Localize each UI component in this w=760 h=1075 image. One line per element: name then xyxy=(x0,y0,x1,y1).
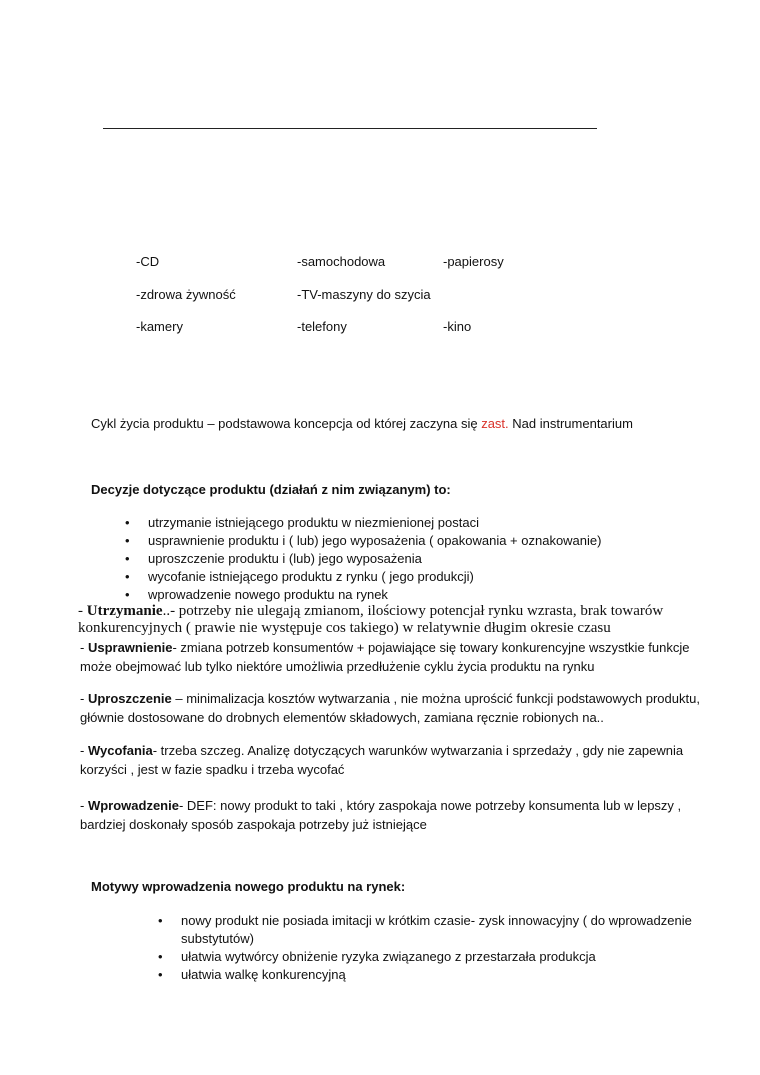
bullet-icon: • xyxy=(125,515,130,530)
paragraph-usprawnienie xyxy=(80,638,720,676)
paragraph-uproszczenie xyxy=(80,689,720,727)
list-item xyxy=(125,586,601,604)
list-item-text: wycofanie istniejącego produktu z rynku ( jego produkcji) xyxy=(148,569,474,584)
grid-item-cd: -CD xyxy=(136,254,160,269)
list-item-text: ułatwia walkę konkurencyjną xyxy=(181,967,346,982)
paragraph-utrzymanie xyxy=(78,603,728,637)
list-item xyxy=(125,514,601,532)
bullet-icon: • xyxy=(125,587,130,602)
bullet-icon: • xyxy=(125,551,130,566)
motives-list xyxy=(158,912,703,984)
paragraph-text: - DEF: nowy produkt to taki , który zaspokaja nowe potrzeby konsumenta lub w lepszy , bardziej doskonały sposób zaspokaja potrzeby już istniejące xyxy=(80,798,682,832)
paragraph-term: Wycofania xyxy=(87,743,153,758)
grid-item-papierosy: -papierosy xyxy=(443,254,504,269)
cycle-sentence xyxy=(91,416,633,431)
paragraph-prefix: - xyxy=(78,603,87,619)
paragraph-text: - trzeba szczeg. Analizę dotyczących warunków wytwarzania i sprzedaży , gdy nie zapewnia korzyści , jest w fazie spadku i trzeba wycofać xyxy=(80,743,684,777)
list-item-text: nowy produkt nie posiada imitacji w krótkim czasie- zysk innowacyjny ( do wprowadzenie substytutów) xyxy=(181,913,692,946)
paragraph-text: – minimalizacja kosztów wytwarzania , nie można uprościć funkcji podstawowych produktu, głównie dostosowane do drobnych elementów składowych, zamiana ręcznie robionych na.. xyxy=(80,691,700,725)
list-item xyxy=(125,550,601,568)
cycle-text-red: zast. xyxy=(481,416,509,431)
paragraph-text: - zmiana potrzeb konsumentów + pojawiające się towary konkurencyjne wszystkie funkcje może obejmować lub tylko niektóre umożliwia przedłużenie cyklu życia produktu na rynku xyxy=(80,640,690,674)
list-item-text: utrzymanie istniejącego produktu w niezmienionej postaci xyxy=(148,515,479,530)
decisions-heading: Decyzje dotyczące produktu (działań z nim związanym) to: xyxy=(91,482,451,497)
paragraph-prefix: - xyxy=(80,798,88,813)
list-item-text: wprowadzenie nowego produktu na rynek xyxy=(148,587,388,602)
cycle-text-b: Nad instrumentarium xyxy=(508,416,633,431)
bullet-icon: • xyxy=(158,913,163,928)
bullet-icon: • xyxy=(125,569,130,584)
list-item xyxy=(158,966,703,984)
paragraph-term: Wprowadzenie xyxy=(87,798,179,813)
list-item-text: uproszczenie produktu i (lub) jego wyposażenia xyxy=(148,551,422,566)
paragraph-wprowadzenie xyxy=(80,796,720,834)
bullet-icon: • xyxy=(158,967,163,982)
list-item-text: usprawnienie produktu i ( lub) jego wyposażenia ( opakowania + oznakowanie) xyxy=(148,533,602,548)
horizontal-rule xyxy=(103,128,597,129)
paragraph-prefix: - xyxy=(80,691,88,706)
grid-item-zdrowa-zywnosc: -zdrowa żywność xyxy=(136,287,236,302)
grid-item-kino: -kino xyxy=(443,319,472,334)
grid-item-kamery: -kamery xyxy=(136,319,183,334)
paragraph-wycofania xyxy=(80,741,720,779)
list-item xyxy=(158,948,703,966)
grid-item-tv-maszyny: -TV-maszyny do szycia xyxy=(297,287,431,302)
paragraph-term: Usprawnienie xyxy=(87,640,173,655)
motives-heading: Motywy wprowadzenia nowego produktu na rynek: xyxy=(91,879,406,894)
grid-item-telefony: -telefony xyxy=(297,319,347,334)
paragraph-prefix: - xyxy=(80,640,88,655)
list-item-text: ułatwia wytwórcy obniżenie ryzyka związanego z przestarzała produkcja xyxy=(181,949,596,964)
paragraph-term: Uproszczenie xyxy=(87,691,172,706)
bullet-icon: • xyxy=(125,533,130,548)
grid-item-samochodowa: -samochodowa xyxy=(297,254,386,269)
paragraph-prefix: - xyxy=(80,743,88,758)
decisions-list xyxy=(125,514,601,604)
list-item xyxy=(125,568,601,586)
list-item xyxy=(125,532,601,550)
bullet-icon: • xyxy=(158,949,163,964)
list-item xyxy=(158,912,703,948)
cycle-text-a: Cykl życia produktu – podstawowa koncepcja od której zaczyna się xyxy=(91,416,482,431)
paragraph-text: ..- potrzeby nie ulegają zmianom, ilościowy potencjał rynku wzrasta, brak towarów konkurencyjnych ( prawie nie występuje cos takiego) w relatywnie długim okresie czasu xyxy=(78,603,664,636)
paragraph-term: Utrzymanie xyxy=(86,603,163,619)
